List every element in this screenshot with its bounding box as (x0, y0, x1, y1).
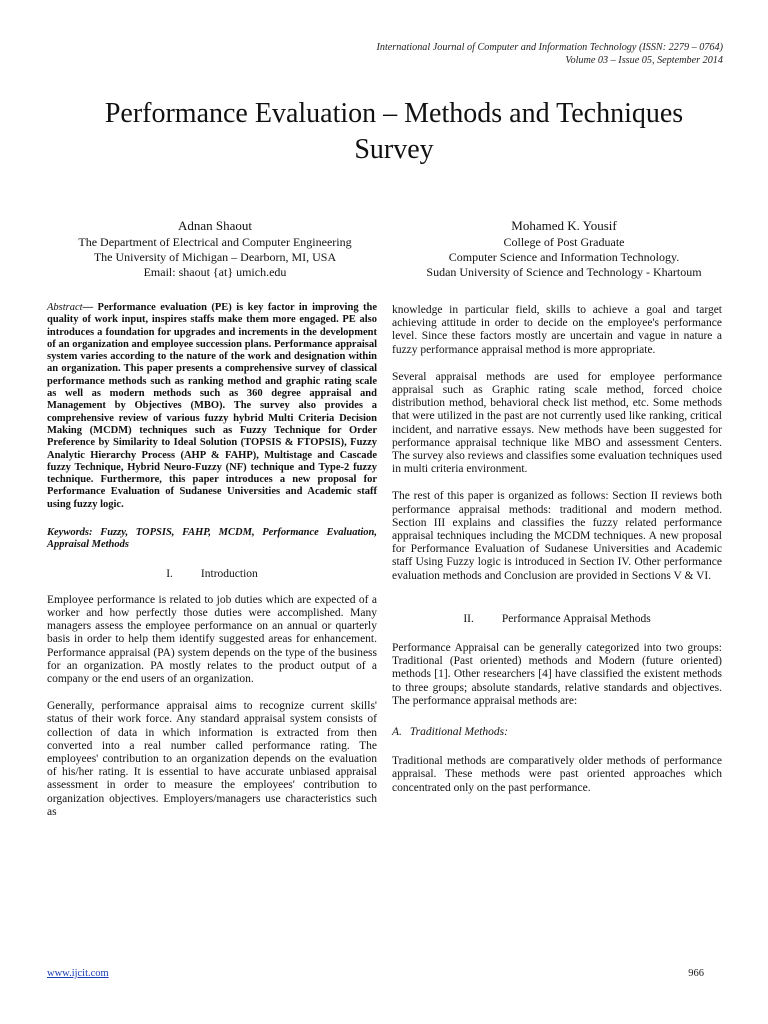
section-number: II. (463, 612, 474, 625)
body-paragraph: Performance Appraisal can be generally categorized into two groups: Traditional (Past oriented) methods and Modern (future oriented) methods [1]. Other researchers [4] have classified the existent methods to three groups; absolute standards, relative standards and objectives. The performance appraisal methods are: (392, 642, 722, 707)
abstract-text: Performance evaluation (PE) is key factor in improving the quality of work input, inspires staffs make them more engaged. PE also introduces a foundation for upgrades and increments in the development of an organization and employee succession plans. Performance appraisal system varies according to the nature of the work and designation within an organization. This paper presents a comprehensive survey of classical performance methods such as ranking method and graphic rating scale as well as modern methods such as 360 degree appraisal and Management by Objectives (MBO). The survey also provides a comprehensive review of various fuzzy hybrid Multi Criteria Decision Making (MCDM) techniques such as Fuzzy Technique for Order Preference by Similarity to Ideal Solution (TOPSIS & FTOPSIS), Fuzzy Analytic Hierarchy Process (AHP & FAHP), Multistage and Cascade fuzzy Technique, Hybrid Neuro-Fuzzy (NF) technique and Type-2 fuzzy technique. Furthermore, this paper introduces a new proposal for Performance Evaluation of Sudanese Universities and Academic staff using fuzzy logic. (47, 302, 377, 510)
subsection-title: Traditional Methods: (409, 726, 508, 739)
keywords: Keywords: Fuzzy, TOPSIS, FAHP, MCDM, Performance Evaluation, Appraisal Methods (47, 527, 377, 551)
paper-title (40, 96, 748, 168)
journal-volume: Volume 03 – Issue 05, September 2014 (565, 55, 723, 66)
page-number: 966 (688, 968, 704, 979)
section-title: Performance Appraisal Methods (501, 612, 651, 625)
body-paragraph: knowledge in particular field, skills to achieve a goal and target achieving attitude in order to decide on the employee's performance level. Since these factors mostly are uncertain and vague in nature a fuzzy performance appraisal method is more appropriate. (392, 304, 722, 356)
abstract-dash: — (82, 302, 98, 313)
right-column (392, 304, 722, 809)
body-paragraph: Employee performance is related to job duties which are expected of a worker and how perfectly those duties were accomplished. Many managers assess the employee performance on an annual or quarterly basis in order to help them identify suggested areas for enhancement. Performance appraisal (PA) system depends on the type of the business for an organization. PA mostly relates to the product output of a company or the end users of an organization. (47, 593, 377, 686)
subsection-heading (392, 726, 722, 739)
author-affiliation: Computer Science and Information Technology. (448, 250, 680, 264)
author-block-2 (394, 216, 734, 280)
abstract (47, 302, 377, 511)
author-affiliation: The University of Michigan – Dearborn, MI, USA (93, 250, 337, 264)
title-line-1: Performance Evaluation – Methods and Techniques (104, 98, 684, 129)
author-name: Adnan Shaout (177, 218, 253, 233)
journal-name: International Journal of Computer and Information Technology (ISSN: 2279 – 0764) (376, 42, 723, 53)
body-paragraph: The rest of this paper is organized as follows: Section II reviews both performance appraisal methods: traditional and modern method. Section III explains and classifies the fuzzy related performance appraisal techniques including the MCDM techniques. A new proposal for Performance Evaluation of Sudanese Universities and Academic staff Using Fuzzy logic is introduced in Section IV. Other performance evaluation methods and Conclusion are provided in Sections V & VI. (392, 490, 722, 582)
body-paragraph: Several appraisal methods are used for employee performance appraisal such as Graphic rating scale method, forced choice distribution method, behavioral check list method, etc. Some methods that were utilized in the past are not currently used like ranking, critical incident, and narrative essays. New methods have been suggested for performance appraisal technique like MBO and assessment Centers. The survey also reviews and classifies some evaluation techniques used in multi criteria environment. (392, 370, 722, 476)
section-title: Introduction (200, 567, 258, 580)
title-line-2: Survey (354, 134, 434, 165)
running-header (376, 41, 723, 67)
left-column (47, 302, 377, 833)
body-paragraph: Traditional methods are comparatively older methods of performance appraisal. These methods were past oriented approaches which concentrated only on the past performance. (392, 755, 722, 794)
author-affiliation: College of Post Graduate (503, 235, 625, 249)
author-affiliation: Sudan University of Science and Technology - Khartoum (426, 265, 702, 279)
body-paragraph: Generally, performance appraisal aims to recognize current skills' status of their work force. Any standard appraisal system consists of collection of data in which information is extracted from then converted into a real number called performance rating. The employees' contribution to an organization depends on the evaluation of his/her rating. It is essential to have accurate unbiased appraisal assessment in order to measure the employees' contribution to organization objectives. Employers/managers use characteristics such as (47, 700, 377, 818)
author-block-1 (45, 216, 385, 280)
author-affiliation: The Department of Electrical and Computer Engineering (78, 235, 352, 249)
section-number: I. (166, 567, 173, 580)
section-heading (47, 568, 377, 581)
author-name: Mohamed K. Yousif (511, 218, 617, 233)
section-heading (392, 613, 722, 626)
author-email: Email: shaout {at} umich.edu (143, 265, 287, 279)
abstract-label: Abstract (47, 302, 83, 313)
subsection-number: A. (392, 726, 402, 739)
journal-url-link[interactable]: www.ijcit.com (47, 968, 109, 979)
